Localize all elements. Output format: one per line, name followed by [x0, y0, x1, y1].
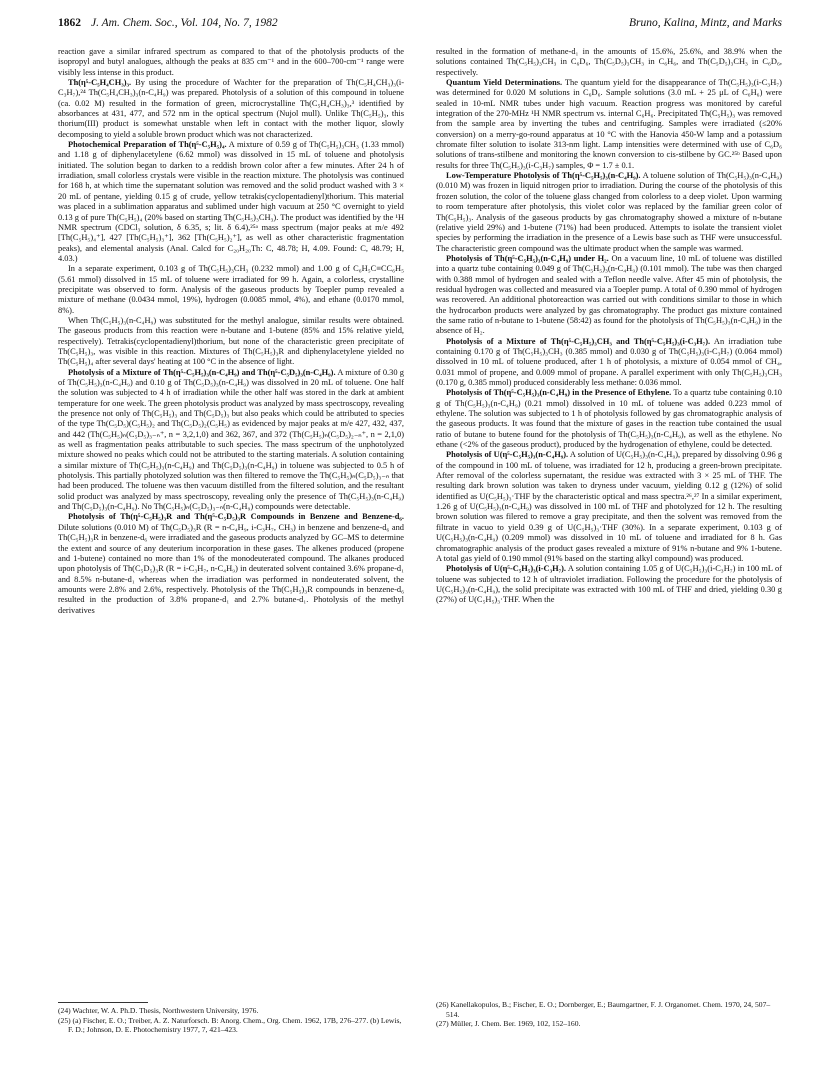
footnotes-left [58, 1002, 404, 1035]
footnote: (24) Wachter, W. A. Ph.D. Thesis, Northwestern University, 1976. [58, 1006, 259, 1015]
paragraph: Low-Temperature Photolysis of Th(η⁵-C₅H₅)₃(n-C₄H₉). A toluene solution of Th(C₅H₅)₃(n-C₄H₉) (0.010 M) was frozen in liquid nitrogen prior to irradiation. During the course of the photolysis of this frozen solution, the color of the toluene glass changed from colorless to a deep violet. Upon warming to room temperature after photolysis, this violet color was replaced by the familiar green color of Th(C₅H₅)₃. Analysis of the gaseous products by gas chromatography showed a mixture of n-butane (relative yield 29%) and 1-butene (71%) had been produced. Attempts to isolate the transient violet species by performing the irradiation in the presence of a Lewis base such as THF were unsuccessful. The characteristic green compound was the ultimate product when the sample was warmed. [436, 171, 782, 253]
page-number: 1862 [58, 17, 81, 29]
paragraph: Photolysis of Th(η⁵-C₅H₅)₃R and Th(η⁵-C₅D₅)₃R Compounds in Benzene and Benzene-d₆. Dilute solutions (0.010 M) of Th(C₅D₅)₃R (R = n-C₄H₉, i-C₃H₇, CH₃) in benzene and benzene-d₆ and Th(C₅H₅)₃R in benzene-d₆ were irradiated and the gaseous products analyzed by GC–MS to determine the extent and source of any deuterium incorporation in these gases. The alkenes produced (propene and 1-butene) contained no more than 1% of the monodeuterated compound. The alkanes produced upon photolysis of Th(C₅D₅)₃R (R = i-C₃H₇, n-C₄H₉) in deuterated solvent contained 3.6% propane-d₁ and 8.5% n-butane-d₁ whereas when the irradiation was performed in nondeuterated solvent, the amounts were 2.8% and 2.6%, respectively. Photolysis of the Th(C₅H₅)₃R compounds in benzene-d₆ resulted in the production of 3.8% propane-d₁ and 2.7% butane-d₁. Photolysis of the methyl derivatives [58, 512, 404, 615]
paragraph: Photolysis of U(η⁵-C₅H₅)₃(i-C₃H₇). A solution containing 1.05 g of U(C₅H₅)₃(i-C₃H₇) in 100 mL of toluene was subjected to 12 h of ultraviolet irradiation. Following the procedure for the photolysis of U(C₅H₅)₃(n-C₄H₉), the solid precipitate was extracted with 100 mL of THF and dried, yielding 0.30 g (27%) of U(C₅H₅)₃·THF. When the [436, 564, 782, 605]
paragraph: Quantum Yield Determinations. The quantum yield for the disappearance of Th(C₅H₅)₃(i-C₃H₇) was determined for 0.020 M solutions in C₆D₆. Sample solutions (3.0 mL + 25 μL of C₆H₆) were sealed in 10-mL NMR tubes under high vacuum. Reaction progress was monitored by careful integration of the 270-MHz ¹H NMR spectrum vs. internal C₆H₆. Precipitated Th(C₅H₅)₃ was removed from the sample area by inverting the tubes and centrifuging. Samples were irradiated (≤20% conversion) on a merry-go-round apparatus at 10 °C with the Hanovia 450-W lamp and a potassium chromate filter solution to isolate 313-nm light. Lamp intensities were determined with use of C₆D₆ solutions of trans-stilbene and monitoring the known conversion to cis-stilbene by GC.²⁵ᵇ Based upon results for three Th(C₅H₅)₃(i-C₃H₇) samples, Φ = 1.7 ± 0.1. [436, 78, 782, 170]
paragraph: resulted in the formation of methane-d₁ in the amounts of 15.6%, 25.6%, and 38.9% when the solutions contained Th(C₅H₅)₃CH₃ in C₆D₆, Th(C₅D₅)₃CH₃ in C₆H₆, and Th(C₅D₅)₃CH₃ in C₆D₆, respectively. [436, 47, 782, 77]
left-column [58, 47, 404, 616]
footnote-rule [58, 1002, 148, 1003]
journal-citation: J. Am. Chem. Soc., Vol. 104, No. 7, 1982 [91, 17, 278, 29]
running-authors: Bruno, Kalina, Mintz, and Marks [628, 17, 782, 29]
paragraph: Photolysis of a Mixture of Th(η⁵-C₅H₅)₃CH₃ and Th(η⁵-C₅H₅)₃(i-C₃H₇). An irradiation tube containing 0.170 g of Th(C₅H₅)₃CH₃ (0.385 mmol) and 0.030 g of Th(C₅H₅)₃(i-C₃H₇) (0.064 mmol) dissolved in 10 mL of toluene produced, after 1 h of photolysis, a mixture of 0.054 mmol of CH₄, 0.031 mmol of propene, and 0.009 mmol of propane. A parallel experiment with only Th(C₅H₅)₃CH₃ (0.170 g, 0.385 mmol) produced considerably less methane: 0.036 mmol. [436, 336, 782, 387]
footnote: (25) (a) Fischer, E. O.; Treiber, A. Z. Naturforsch. B: Anorg. Chem., Org. Chem. 1962, 17B, 276–277. (b) Lewis, F. D.; Johnson, D. E. Photochemistry 1977, 7, 421–423. [58, 1015, 402, 1035]
paragraph: reaction gave a similar infrared spectrum as compared to that of the photolysis products of the isopropyl and butyl analogues, although the peaks at 835 cm⁻¹ and in the 600–700-cm⁻¹ range were visibly less intense in this product. [58, 47, 404, 77]
paragraph: Th(η⁵-C₅H₄CH₃)₃. By using the procedure of Wachter for the preparation of Th(C₅H₄CH₃)₃(i-C₃H₇),²⁴ Th(C₅H₄CH₃)₃(n-C₄H₉) was prepared. Photolysis of a solution of this compound in toluene (ca. 0.02 M) resulted in the formation of green, microcrystalline Th(C₅H₄CH₃)₃,³ identified by absorbances at 431, 477, and 572 nm in the optical spectrum (Nujol mull). Unlike Th(C₅H₅)₃, this thorium(III) product is somewhat unstable when left in contact with the mother liquor, slowly decomposing to yield a soluble brown product which was not characterized. [58, 78, 405, 139]
paragraph: Photolysis of Th(η⁵-C₅H₅)₃(n-C₄H₉) in the Presence of Ethylene. To a quartz tube containing 0.10 g of Th(C₅H₅)₃(n-C₄H₉) (0.21 mmol) dissolved in 10 mL of toluene was added 0.223 mmol of ethylene. The solution was subjected to 1 h of photolysis followed by gas chromatographic analysis of the gaseous products. It was found that the mixture of gases in the reaction tube contained the usual ratio of butane to butene found for the photolysis of Th(C₅H₅)₃(n-C₄H₉), as well as the ethylene. No ethane (<2% of the gaseous product), produced by the hydrogenation of ethylene, could be detected. [436, 388, 782, 450]
footnote: (27) Müller, J. Chem. Ber. 1969, 102, 152–160. [436, 1019, 581, 1029]
right-column [436, 47, 782, 606]
paragraph: Photochemical Preparation of Th(η⁵-C₅H₅)₄. A mixture of 0.59 g of Th(C₅H₅)₃CH₃ (1.33 mmol) and 1.18 g of diphenylacetylene (6.62 mmol) was dissolved in 15 mL of toluene and photolysis initiated. The solution began to darken to a reddish brown color after a few minutes. After 24 h of irradiation, small colorless crystals were visible in the reaction mixture. The photolysis was continued for 168 h, at which time the supernatant solution was removed and the solid product washed with 3 × 20 mL of pentane, yielding 0.15 g of crude, yellow tetrakis(cyclopentadienyl)thorium. This material was placed in a sublimation apparatus and sublimed under high vacuum at 250 °C overnight to yield 0.13 g of pure Th(C₅H₅)₄ (20% based on starting Th(C₅H₅)₃CH₃). The product was identified by the ¹H NMR spectrum (CDCl₃ solution, δ 6.35, s; lit. δ 6.4),²⁵ᵃ mass spectrum (major peaks at m/e 492 [Th(C₅H₅)₄⁺], 427 [Th(C₅H₅)₃⁺], 362 [Th(C₅H₅)₂⁺], as well as other characteristic fragmentation peaks), and elemental analysis (Anal. Calcd for C₂₀H₂₀Th: C, 48.78; H, 4.09. Found: C, 48.79; H, 4.03.) [58, 140, 404, 263]
paragraph: When Th(C₅H₅)₃(n-C₄H₉) was substituted for the methyl analogue, similar results were obtained. The gaseous products from this reaction were n-butane and 1-butene (85% and 15% relative yield, respectively). Tetrakis(cyclopentadienyl)thorium, but none of the characteristic green precipitate of Th(C₅H₅)₃, was visible in this reaction. Mixtures of Th(C₅H₅)₃R and diphenylacetylene yielded no Th(C₅H₅)₄ after several days' heating at 100 °C in the absence of light. [58, 315, 404, 367]
paragraph: Photolysis of Th(η⁵-C₅H₅)₃(n-C₄H₉) under H₂. On a vacuum line, 10 mL of toluene was distilled into a quartz tube containing 0.049 g of Th(C₅H₅)₃(n-C₄H₉) (0.101 mmol). The tube was then charged with 0.388 mmol of hydrogen and sealed with a Teflon needle valve. After 45 min of photolysis, the residual hydrogen was collected and measured via a Toepler pump. A total of 0.390 mmol of hydrogen was recovered. An additional photoreaction was carried out with conditions similar to those in which the hydrocarbon products were analyzed by gas chromatography. The product gas mixture contained the same ratio of n-butane to 1-butene (58:42) as found for the photolysis of Th(C₅H₅)₃(n-C₄H₉) in the absence of H₂. [436, 253, 782, 336]
paragraph: Photolysis of a Mixture of Th(η⁵-C₅H₅)₃(n-C₄H₉) and Th(η⁵-C₅D₅)₃(n-C₄H₉). A mixture of 0.30 g of Th(C₅H₅)₃(n-C₄H₉) and 0.10 g of Th(C₅D₅)₃(n-C₄H₉) was dissolved in 20 mL of toluene. One half the solution was subjected to 4 h of irradiation while the other half was stored in the dark at ambient temperature for one week. The green photolysis product was analyzed by mass spectroscopy, revealing the presence not only of Th(C₅H₅)₃ and Th(C₅D₅)₃ but also peaks which could be attributed to species of the type Th(C₅D₅)(C₅H₅)₂ and Th(C₅D₅)₂(C₅H₅) as evidenced by major peaks at m/e 427, 432, 437, and 442 (Th(C₅H₅)ₙ(C₅D₅)₃₋ₙ⁺, n = 3,2,1,0) and 362, 367, and 372 (Th(C₅H₅)ₙ(C₅D₅)₂₋ₙ⁺, n = 2,1,0) as well as fragmentation peaks attributable to such species. The mass spectrum of the unphotolyzed mixture showed no peaks which could not be attributed to the starting materials. A solution containing a similar mixture of Th(C₅H₅)₃(n-C₄H₉) and Th(C₅D₅)₃(n-C₄H₉) in toluene was subjected to 0.5 h of photolysis. This partially photolyzed solution was then filtered to remove the Th(C₅H₅)ₙ(C₅D₅)₃₋ₙ that had been produced. The toluene was then vacuum distilled from the filtered solution, and the resultant solid product was analyzed by mass spectroscopy, revealing only the presence of Th(C₅H₅)₃(n-C₄H₉) and Th(C₅D₅)₃(n-C₄H₉). No Th(C₅H₅)ₙ(C₅D₅)₃₋ₙ(n-C₄H₉) compounds were detectable. [58, 367, 404, 512]
paragraph: Photolysis of U(η⁵-C₅H₅)₃(n-C₄H₉). A solution of U(C₅H₅)₃(n-C₄H₉), prepared by dissolving 0.96 g of the compound in 100 mL of toluene, was irradiated for 12 h, producing a green-brown precipitate. After removal of the colorless supernatant, the residue was extracted with 3 × 25 mL of THF. The resulting dark brown solution was taken to dryness under vacuum, yielding 0.12 g (12%) of solid identified as U(C₅H₅)₃·THF by the characteristic optical and mass spectra.²⁶,²⁷ In a similar experiment, 1.26 g of U(C₅H₅)₃(n-C₄H₉) was dissolved in 100 mL of THF and photolyzed for 12 h. The resulting brown solution was filered to remove a gray precipitate, and then the solvent was removed from the filtrate in vacuo to yield 0.39 g of U(C₅H₅)₃·THF (30%). In a separate experiment, 0.103 g of U(C₅H₅)₃(n-C₄H₉) (0.209 mmol) was dissolved in 10 mL of toluene and irradiated for 8 h. Gas chromatographic analysis of the product gases revealed a mixture of 91% n-butane and 9% 1-butene. A total gas yield of 0.190 mmol (91% based on the starting alkyl compound) was produced. [436, 450, 783, 563]
running-header [58, 17, 782, 37]
paragraph: In a separate experiment, 0.103 g of Th(C₅H₅)₃CH₃ (0.232 mmol) and 1.00 g of C₆H₅C≡CC₆H₅ (5.61 mmol) dissolved in 15 mL of toluene were irradiated for 99 h. Again, a colorless, crystalline precipitate was observed to form. Analysis of the gaseous products by Toepler pump revealed a mixture of methane (0.0434 mmol, 19%), hydrogen (0.0085 mmol, 4%), and ethane (0.0170 mmol, 8%). [58, 264, 404, 315]
footnote: (26) Kanellakopulos, B.; Fischer, E. O.; Dornberger, E.; Baumgartner, F. J. Organomet. Chem. 1970, 24, 507–514. [436, 1000, 771, 1019]
footnotes-right [436, 1000, 782, 1029]
